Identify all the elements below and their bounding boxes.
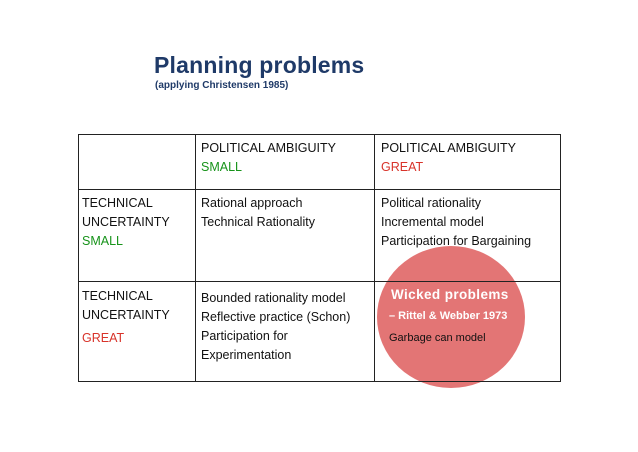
- row-header-great: [82, 287, 170, 348]
- row-header-level: SMALL: [82, 234, 123, 248]
- table-border-bottom: [78, 381, 561, 382]
- cell-small-small: [201, 194, 315, 232]
- cell-item: Incremental model: [381, 215, 484, 229]
- row-header-small: [82, 194, 170, 251]
- cell-small-great: [381, 194, 531, 251]
- row-header-line1: TECHNICAL: [82, 196, 153, 210]
- row-header-line2: UNCERTAINTY: [82, 215, 170, 229]
- row-header-line1: TECHNICAL: [82, 289, 153, 303]
- col-header-label: POLITICAL AMBIGUITY: [381, 141, 516, 155]
- cell-great-small: [201, 289, 350, 365]
- cell-item: Reflective practice (Schon): [201, 310, 351, 324]
- cell-item: Bounded rationality model: [201, 291, 346, 305]
- table-border-right: [560, 134, 561, 382]
- cell-item: Rational approach: [201, 196, 303, 210]
- table-row-divider-2: [78, 281, 561, 282]
- table-col-divider-2: [374, 134, 375, 382]
- row-header-line2: UNCERTAINTY: [82, 308, 170, 322]
- table-border-left: [78, 134, 79, 382]
- garbage-can-note: Garbage can model: [389, 332, 486, 344]
- cell-item: Technical Rationality: [201, 215, 315, 229]
- col-header-label: POLITICAL AMBIGUITY: [201, 141, 336, 155]
- col-header-small: [201, 139, 336, 177]
- col-header-level: GREAT: [381, 160, 424, 174]
- cell-item: Political rationality: [381, 196, 482, 210]
- wicked-problems-heading: Wicked problems: [391, 287, 509, 302]
- cell-item: Participation for: [201, 329, 288, 343]
- wicked-problems-citation: – Rittel & Webber 1973: [389, 310, 508, 322]
- col-header-level: SMALL: [201, 160, 242, 174]
- table-row-divider-1: [78, 189, 561, 190]
- page-subtitle: (applying Christensen 1985): [155, 80, 289, 91]
- col-header-great: [381, 139, 516, 177]
- table-border-top: [78, 134, 561, 135]
- table-col-divider-1: [195, 134, 196, 382]
- cell-item: Participation for Bargaining: [381, 234, 532, 248]
- cell-item: Experimentation: [201, 348, 292, 362]
- page-title: Planning problems: [154, 52, 365, 78]
- row-header-level: GREAT: [82, 331, 125, 345]
